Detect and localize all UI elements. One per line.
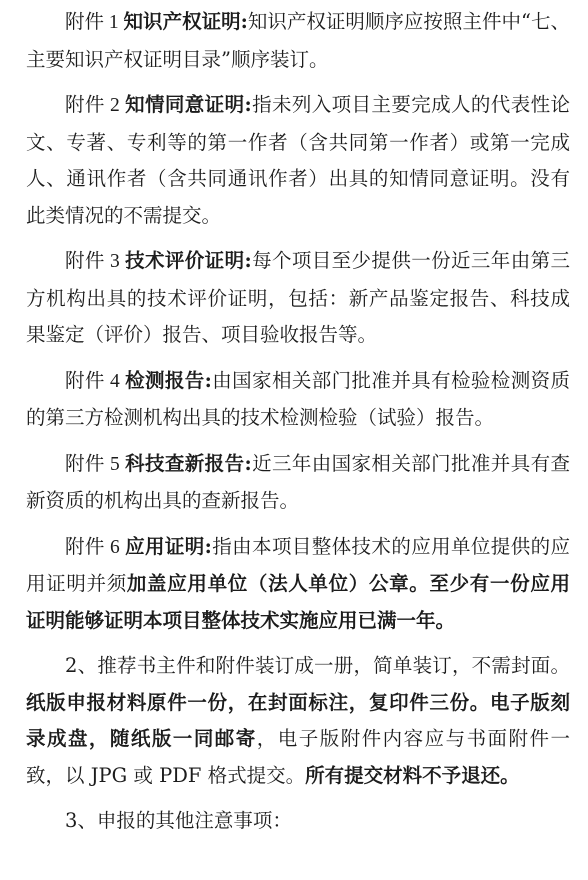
attachment-6-body-emphasis: 加盖应用单位（法人单位）公章。至少有一份应用证明能够证明本项目整体技术实施应用已满一年。	[26, 572, 570, 632]
item-2-text: 2、推荐书主件和附件装订成一册，简单装订，不需封面。	[65, 654, 570, 677]
attachment-6-body: 指由本项目整体技术的应用单位提供的应用证明并须	[26, 534, 570, 595]
attachment-3-paragraph	[26, 243, 570, 354]
attachment-5-label: 科技查新报告:	[125, 451, 252, 475]
attachment-3-label: 技术评价证明:	[125, 249, 252, 272]
attachment-6-paragraph	[26, 529, 570, 640]
attachment-3-number: 附件 3	[65, 251, 126, 272]
attachment-1-number: 附件 1	[65, 12, 124, 33]
attachment-1-paragraph	[26, 4, 570, 78]
item-2-emphasis-1: 纸版申报材料原件一份，在封面标注，复印件三份。电子版刻录成盘，随纸版一同邮寄	[26, 690, 570, 750]
item-2-emphasis-2: 所有提交材料不予退还。	[305, 763, 520, 787]
item-3-paragraph	[26, 803, 570, 840]
attachment-2-paragraph	[26, 87, 570, 234]
item-2-paragraph	[26, 648, 570, 794]
attachment-3-body: 每个项目至少提供一份近三年由第三方机构出具的技术评价证明，包括：新产品鉴定报告、科技成果鉴定（评价）报告、项目验收报告等。	[26, 249, 570, 346]
item-3-text: 3、申报的其他注意事项：	[65, 809, 292, 832]
attachment-6-label: 应用证明:	[125, 534, 212, 558]
attachment-4-number: 附件 4	[65, 370, 126, 392]
attachment-1-body: 知识产权证明顺序应按照主件中“七、主要知识产权证明目录”顺序装订。	[26, 10, 570, 71]
attachment-2-body: 指未列入项目主要完成人的代表性论文、专著、专利等的第一作者（含共同第一作者）或第一完成人、通讯作者（含共同通讯作者）出具的知情同意证明。没有此类情况的不需提交。	[26, 93, 570, 227]
item-2-text-continued: ，电子版附件内容应与书面附件一致，以 JPG 或 PDF 格式提交。	[26, 727, 570, 787]
attachment-5-body: 近三年由国家相关部门批准并具有查新资质的机构出具的查新报告。	[26, 451, 570, 512]
attachment-1-label: 知识产权证明:	[123, 10, 248, 33]
attachment-2-label: 知情同意证明:	[125, 93, 252, 116]
attachment-4-paragraph	[26, 363, 570, 437]
attachment-4-body: 由国家相关部门批准并具有检验检测资质的第三方检测机构出具的技术检测检验（试验）报告。	[26, 368, 570, 429]
attachment-5-paragraph	[26, 446, 570, 520]
attachment-5-number: 附件 5	[65, 453, 126, 475]
attachment-4-label: 检测报告:	[125, 368, 212, 392]
attachment-2-number: 附件 2	[65, 95, 126, 116]
attachment-6-number: 附件 6	[65, 536, 126, 558]
